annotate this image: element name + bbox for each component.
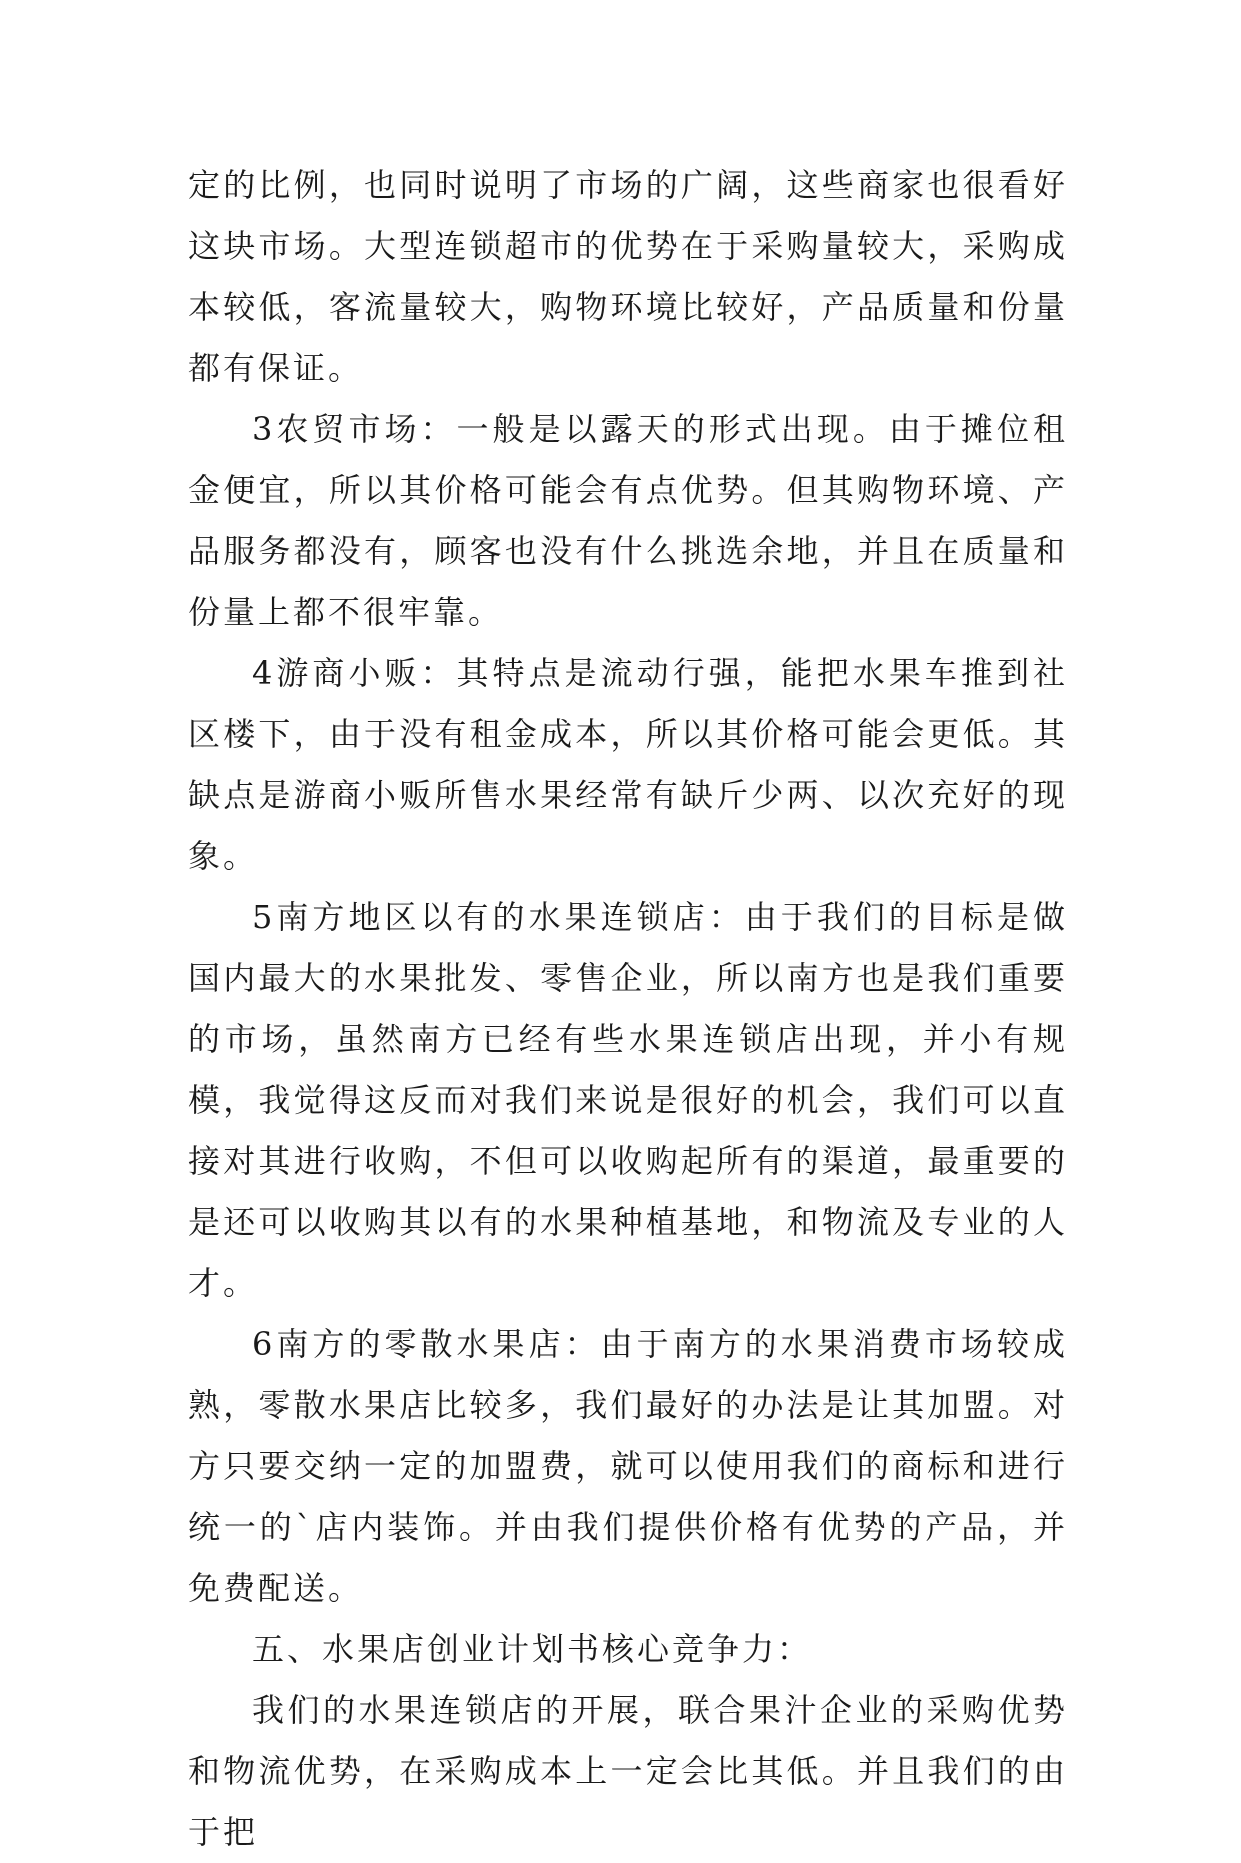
paragraph-southern-chains: 5南方地区以有的水果连锁店：由于我们的目标是做国内最大的水果批发、零售企业，所以南方也是我们重要的市场，虽然南方已经有些水果连锁店出现，并小有规模，我觉得这反而对我们来说是很好的机会，我们可以直接对其进行收购，不但可以收购起所有的渠道，最重要的是还可以收购其以有的水果种植基地，和物流及专业的人才。 xyxy=(188,898,1068,1302)
paragraph-continuation: 定的比例，也同时说明了市场的广阔，这些商家也很看好这块市场。大型连锁超市的优势在于采购量较大，采购成本较低，客流量较大，购物环境比较好，产品质量和份量都有保证。 xyxy=(188,166,1068,387)
paragraph-southern-shops: 6南方的零散水果店：由于南方的水果消费市场较成熟，零散水果店比较多，我们最好的办法是让其加盟。对方只要交纳一定的加盟费，就可以使用我们的商标和进行统一的`店内装饰。并由我们提供价格有优势的产品，并免费配送。 xyxy=(188,1325,1068,1607)
paragraph-farmers-market: 3农贸市场：一般是以露天的形式出现。由于摊位租金便宜，所以其价格可能会有点优势。但其购物环境、产品服务都没有，顾客也没有什么挑选余地，并且在质量和份量上都不很牢靠。 xyxy=(188,410,1068,631)
paragraph-street-vendors: 4游商小贩：其特点是流动行强，能把水果车推到社区楼下，由于没有租金成本，所以其价格可能会更低。其缺点是游商小贩所售水果经常有缺斤少两、以次充好的现象。 xyxy=(188,654,1068,875)
paragraph-core-competitiveness: 我们的水果连锁店的开展，联合果汁企业的采购优势和物流优势，在采购成本上一定会比其低。并且我们的由于把 xyxy=(188,1691,1068,1851)
section-heading: 五、水果店创业计划书核心竞争力： xyxy=(252,1630,813,1668)
document-body xyxy=(188,155,1068,1863)
